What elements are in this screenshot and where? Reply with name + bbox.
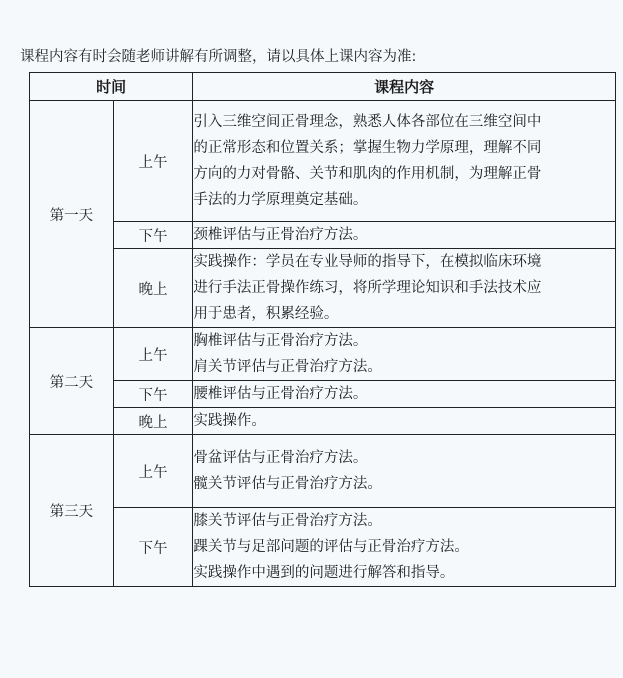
content-line: 肩关节评估与正骨治疗方法。 (193, 359, 382, 375)
table-row (30, 101, 616, 222)
table-header-row (30, 73, 616, 101)
day-2-afternoon-content (193, 381, 616, 408)
content-line: 髋关节评估与正骨治疗方法。 (193, 476, 382, 492)
table-row (30, 249, 616, 328)
day-3-label: 第三天 (30, 435, 114, 587)
day-1-evening-label: 晚上 (113, 249, 193, 328)
content-line: 胸椎评估与正骨治疗方法。 (193, 333, 368, 349)
day-3-morning-label: 上午 (113, 435, 193, 508)
day-2-evening-content (193, 408, 616, 435)
content-line: 腰椎评估与正骨治疗方法。 (193, 386, 368, 402)
day-2-afternoon-label: 下午 (113, 381, 193, 408)
content-line: 实践操作：学员在专业导师的指导下，在模拟临床环境 (193, 254, 542, 270)
table-row (30, 328, 616, 381)
content-line: 骨盆评估与正骨治疗方法。 (193, 450, 368, 466)
intro-text: 课程内容有时会随老师讲解有所调整，请以具体上课内容为准: (20, 49, 417, 65)
content-line: 手法的力学原理奠定基础。 (193, 192, 368, 208)
day-1-morning-label: 上午 (113, 101, 193, 222)
day-3-afternoon-label: 下午 (113, 508, 193, 587)
header-time: 时间 (30, 73, 193, 101)
day-1-label: 第一天 (30, 101, 114, 328)
table-row (30, 508, 616, 587)
content-line: 的正常形态和位置关系；掌握生物力学原理，理解不同 (193, 140, 542, 156)
course-schedule-table (29, 72, 616, 587)
day-2-evening-label: 晚上 (113, 408, 193, 435)
day-3-afternoon-content (193, 508, 616, 587)
content-line: 实践操作。 (193, 413, 266, 429)
header-content: 课程内容 (193, 73, 616, 101)
day-2-morning-label: 上午 (113, 328, 193, 381)
day-1-evening-content (193, 249, 616, 328)
content-line: 用于患者，积累经验。 (193, 306, 339, 322)
day-1-afternoon-label: 下午 (113, 222, 193, 249)
content-line: 颈椎评估与正骨治疗方法。 (193, 227, 368, 243)
table-row (30, 408, 616, 435)
table-row (30, 222, 616, 249)
content-line: 实践操作中遇到的问题进行解答和指导。 (193, 565, 455, 581)
content-line: 进行手法正骨操作练习，将所学理论知识和手法技术应 (193, 280, 542, 296)
content-line: 踝关节与足部问题的评估与正骨治疗方法。 (193, 539, 469, 555)
day-2-morning-content (193, 328, 616, 381)
content-line: 膝关节评估与正骨治疗方法。 (193, 513, 382, 529)
table-row (30, 381, 616, 408)
content-line: 方向的力对骨骼、关节和肌肉的作用机制，为理解正骨 (193, 166, 542, 182)
table-row (30, 435, 616, 508)
day-3-morning-content (193, 435, 616, 508)
day-1-morning-content (193, 101, 616, 222)
day-1-afternoon-content (193, 222, 616, 249)
content-line: 引入三维空间正骨理念，熟悉人体各部位在三维空间中 (193, 114, 542, 130)
day-2-label: 第二天 (30, 328, 114, 435)
